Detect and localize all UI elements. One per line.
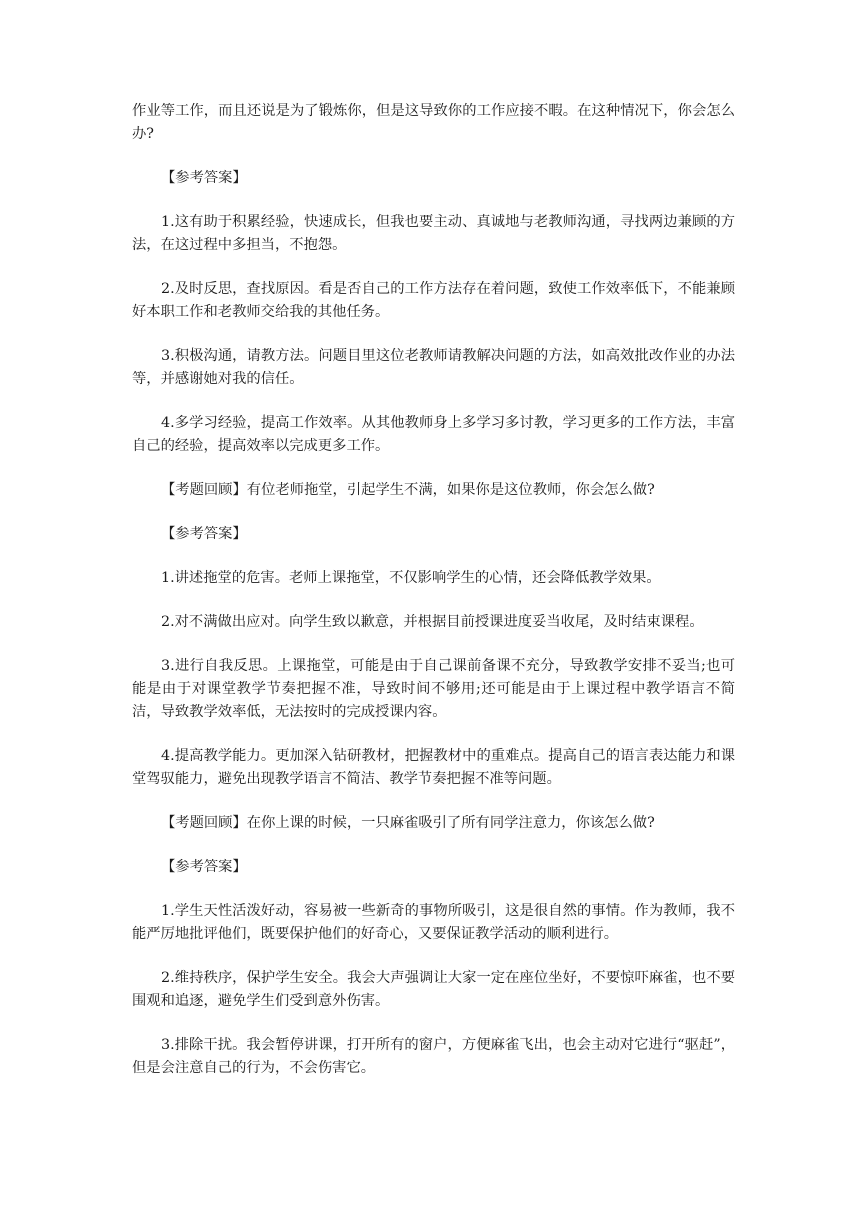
paragraph: 1.讲述拖堂的危害。老师上课拖堂，不仅影响学生的心情，还会降低教学效果。 <box>161 570 661 586</box>
paragraph: 作业等工作，而且还说是为了锻炼你，但是这导致你的工作应接不暇。在这种情况下，你会怎么办? <box>132 103 735 142</box>
answer-heading: 【参考答案】 <box>161 526 247 542</box>
paragraph: 2.维持秩序，保护学生安全。我会大声强调让大家一定在座位坐好，不要惊吓麻雀，也不要围观和追逐，避免学生们受到意外伤害。 <box>132 970 735 1009</box>
question-review: 【考题回顾】在你上课的时候，一只麻雀吸引了所有同学注意力，你该怎么做? <box>161 815 655 831</box>
question-review: 【考题回顾】有位老师拖堂，引起学生不满，如果你是这位教师，你会怎么做? <box>161 482 655 498</box>
answer-heading: 【参考答案】 <box>161 859 247 875</box>
paragraph: 4.提高教学能力。更加深入钻研教材，把握教材中的重难点。提高自己的语言表达能力和课堂驾驭能力，避免出现教学语言不简洁、教学节奏把握不准等问题。 <box>132 748 735 787</box>
paragraph: 1.学生天性活泼好动，容易被一些新奇的事物所吸引，这是很自然的事情。作为教师，我不能严厉地批评他们，既要保护他们的好奇心，又要保证教学活动的顺利进行。 <box>132 903 735 942</box>
paragraph: 1.这有助于积累经验，快速成长，但我也要主动、真诚地与老教师沟通，寻找两边兼顾的方法，在这过程中多担当，不抱怨。 <box>132 214 735 253</box>
paragraph: 2.对不满做出应对。向学生致以歉意，并根据目前授课进度妥当收尾，及时结束课程。 <box>161 614 704 630</box>
document-body <box>132 100 735 1101</box>
paragraph: 4.多学习经验，提高工作效率。从其他教师身上多学习多讨教，学习更多的工作方法，丰富自己的经验，提高效率以完成更多工作。 <box>132 415 735 454</box>
paragraph: 3.积极沟通，请教方法。问题目里这位老教师请教解决问题的方法，如高效批改作业的办法等，并感谢她对我的信任。 <box>132 348 735 387</box>
paragraph: 3.排除干扰。我会暂停讲课，打开所有的窗户，方便麻雀飞出，也会主动对它进行“驱赶”，但是会注意自己的行为，不会伤害它。 <box>132 1037 735 1076</box>
paragraph: 3.进行自我反思。上课拖堂，可能是由于自己课前备课不充分，导致教学安排不妥当;也可能是由于对课堂教学节奏把握不准，导致时间不够用;还可能是由于上课过程中教学语言不简洁，导致教学效率低，无法按时的完成授课内容。 <box>132 658 735 720</box>
answer-heading: 【参考答案】 <box>161 170 247 186</box>
paragraph: 2.及时反思，查找原因。看是否自己的工作方法存在着问题，致使工作效率低下，不能兼顾好本职工作和老教师交给我的其他任务。 <box>132 281 735 320</box>
